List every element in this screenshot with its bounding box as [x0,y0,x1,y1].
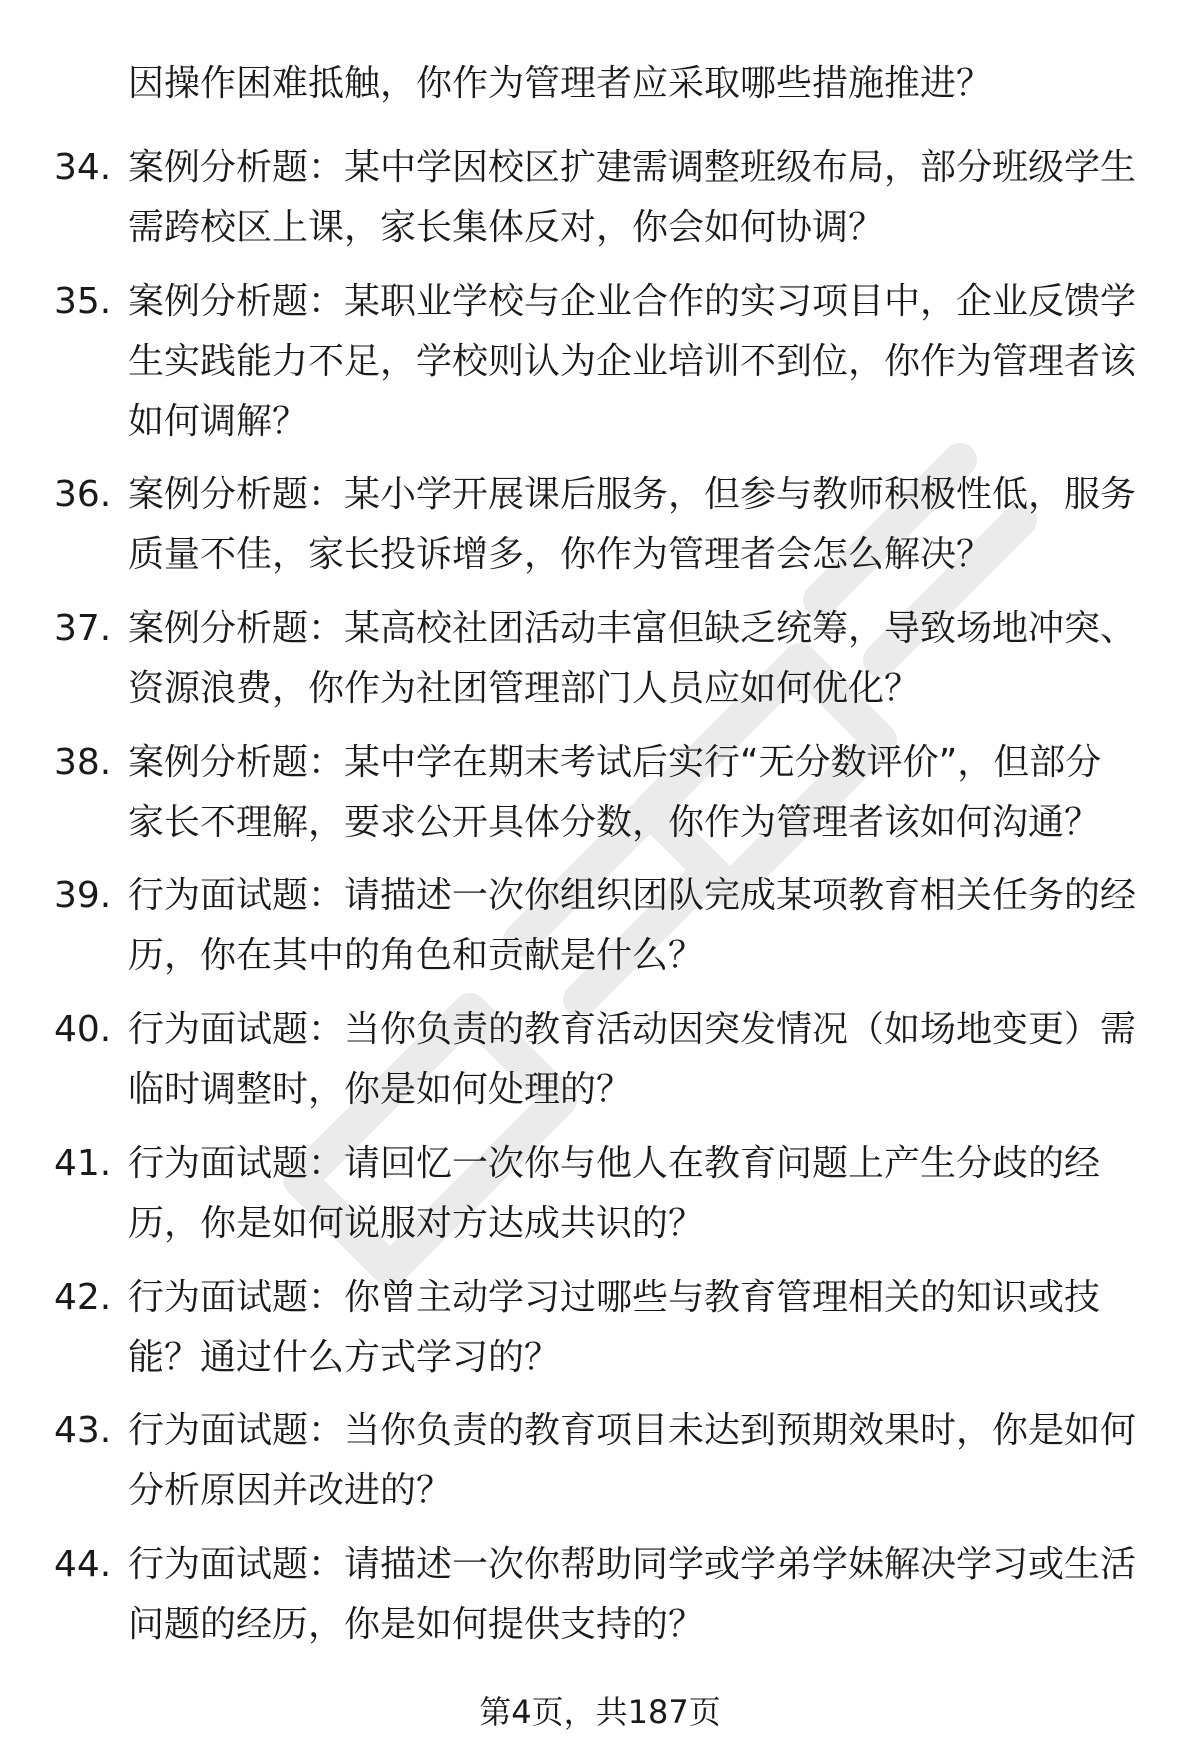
question-number: 39. [54,875,112,917]
question-text-line: 如何调解？ [128,400,309,442]
question-text-line: 需跨校区上课，家长集体反对，你会如何协调？ [128,207,885,248]
question-text-line: 案例分析题：某中学因校区扩建需调整班级布局，部分班级学生 [128,147,1137,188]
question-text-line: 行为面试题：当你负责的教育活动因突发情况（如场地变更）需 [128,1009,1137,1051]
question-number: 41. [54,1142,112,1184]
question-item [0,1535,1200,1655]
question-text-line: 行为面试题：你曾主动学习过哪些与教育管理相关的知识或技 [128,1276,1101,1318]
question-number: 44. [54,1543,112,1585]
question-item [0,733,1200,853]
question-item [0,272,1200,452]
question-text-line: 行为面试题：请回忆一次你与他人在教育问题上产生分歧的经 [128,1142,1101,1184]
question-number: 35. [54,280,112,322]
question-number: 37. [54,608,112,650]
question-text-line: 行为面试题：请描述一次你组织团队完成某项教育相关任务的经 [128,875,1137,917]
question-number: 40. [54,1009,112,1051]
question-item [0,1268,1200,1388]
question-text-line: 问题的经历，你是如何提供支持的？ [128,1603,705,1645]
question-text-line: 生实践能力不足，学校则认为企业培训不到位，你作为管理者该 [128,340,1137,382]
question-item [0,1000,1200,1120]
question-item [0,465,1200,585]
question-item [0,599,1200,719]
question-item [0,138,1200,258]
question-text-line: 资源浪费，你作为社团管理部门人员应如何优化？ [128,668,921,710]
question-item [0,1401,1200,1521]
question-text-line: 分析原因并改进的？ [128,1470,453,1512]
question-text-line: 质量不佳，家长投诉增多，你作为管理者会怎么解决？ [128,534,993,576]
question-item [0,1134,1200,1254]
question-text-line: 行为面试题：当你负责的教育项目未达到预期效果时，你是如何 [128,1410,1137,1452]
question-text-line: 历，你是如何说服对方达成共识的？ [128,1202,705,1244]
question-number: 42. [54,1276,112,1318]
page-number-footer: 第4页，共187页 [479,1693,721,1731]
question-number: 36. [54,474,112,516]
question-text-line: 能？通过什么方式学习的？ [128,1336,561,1378]
question-number: 38. [54,741,112,783]
question-text-line: 案例分析题：某小学开展课后服务，但参与教师积极性低，服务 [128,474,1137,516]
question-item [0,866,1200,986]
continued-question-text: 因操作困难抵触，你作为管理者应采取哪些措施推进？ [128,63,993,104]
question-text-line: 案例分析题：某职业学校与企业合作的实习项目中，企业反馈学 [128,280,1137,322]
question-text-line: 案例分析题：某高校社团活动丰富但缺乏统筹，导致场地冲突、 [128,608,1137,650]
question-text-line: 行为面试题：请描述一次你帮助同学或学弟学妹解决学习或生活 [128,1543,1137,1585]
question-list [0,138,1200,1669]
question-number: 43. [54,1410,112,1452]
question-text-line: 案例分析题：某中学在期末考试后实行“无分数评价”，但部分 [128,741,1102,783]
question-text-line: 临时调整时，你是如何处理的？ [128,1069,633,1111]
question-text-line: 历，你在其中的角色和贡献是什么？ [128,935,705,977]
question-number: 34. [54,147,112,188]
question-text-line: 家长不理解，要求公开具体分数，你作为管理者该如何沟通？ [128,801,1101,843]
